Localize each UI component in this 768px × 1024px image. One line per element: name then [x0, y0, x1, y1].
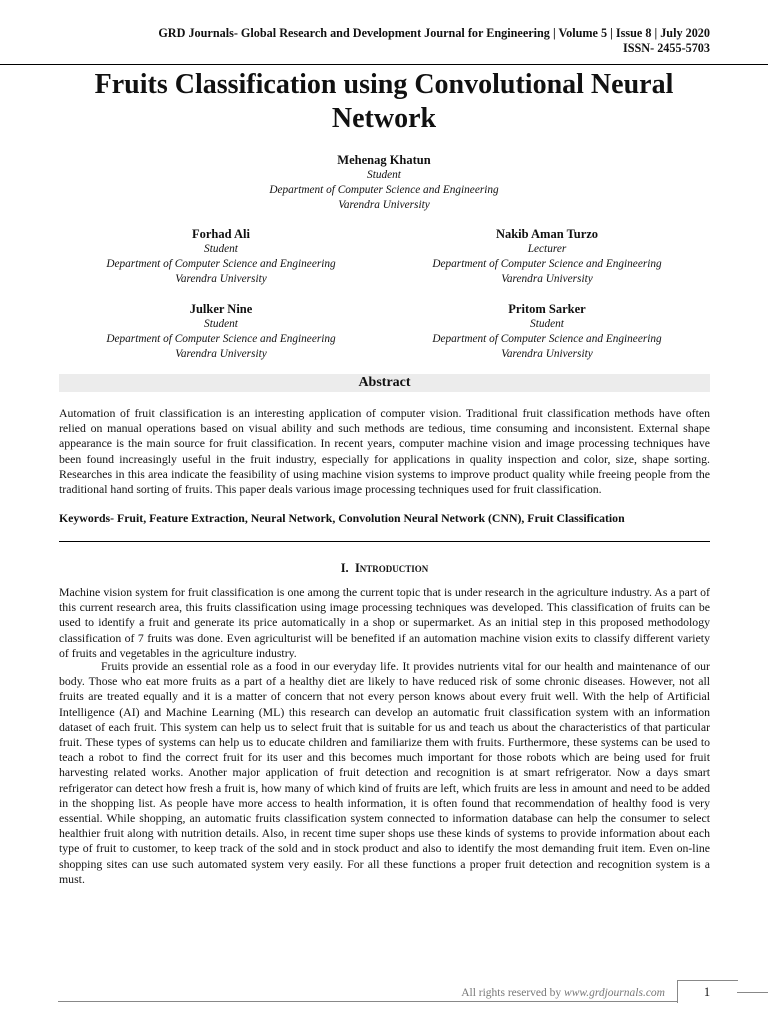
- author-dept: Department of Computer Science and Engineering: [432, 258, 662, 270]
- author-block: [71, 226, 371, 287]
- intro-paragraph-2: Fruits provide an essential role as a food in our everyday life. It provides nutrients vital for our health and maintenance of our body. Those who eat more fruits as a part of a healthy diet are likely to have reduced risk of some chronic diseases. However, not all fruits are treated equally and it is a matter of concern that not every person knows about every fruit well. With the help of Artificial Intelligence (AI) and Machine Learning (ML) this research can develop an automatic fruit classification system with an information dataset of each fruit. This system can help us to select fruit that is suitable for us and teach us about the characteristics of that particular fruit. These types of systems can help us to educate children and familiarize them with fruits. Furthermore, these systems can be used to teach a robot to find the correct fruit for its user and this becomes much important for those robots which are being used for fruit harvesting related works. Another major application of fruit detection and recognition is at smart refrigerator. Now a days smart refrigerator can detect how fresh a fruit is, how many of which kind of fruits are left, which fruits are less in amount and need to be added in the shopping list. As people have more access to health information, it is often found that recommendation of healthy food is very essential. While shopping, an automatic fruits classification system connected to information database can help the consumer to select healthier fruit along with nutrition details. Also, in recent time super shops use these kinds of systems to provide information about each type of fruit to customer, to keep track of the sold and in stock product and also to identify the most demanding fruit item. Even on-line shopping sites can use such automated system very easily. For all these functions a proper fruit detection and recognition system is a must.: [59, 659, 710, 886]
- author-role: Student: [367, 169, 401, 181]
- author-name: Pritom Sarker: [508, 302, 586, 316]
- author-role: Student: [204, 318, 238, 330]
- author-univ: Varendra University: [175, 348, 267, 360]
- author-univ: Varendra University: [501, 273, 593, 285]
- section-number: I.: [340, 561, 349, 575]
- author-univ: Varendra University: [175, 273, 267, 285]
- page-number: 1: [703, 985, 711, 999]
- section-divider: [59, 541, 710, 542]
- footer-rule: [58, 1001, 678, 1002]
- footer-corner-line: [737, 992, 768, 993]
- journal-website-link[interactable]: www.grdjournals.com: [564, 987, 665, 999]
- author-dept: Department of Computer Science and Engineering: [269, 184, 499, 196]
- author-block: [397, 226, 697, 287]
- journal-line: GRD Journals- Global Research and Development Journal for Engineering | Volume 5 | Issue 8 | July 2020: [158, 26, 710, 40]
- author-dept: Department of Computer Science and Engineering: [432, 333, 662, 345]
- footer-rights: [330, 987, 665, 999]
- header-rule: [0, 64, 768, 65]
- author-block: [184, 152, 584, 213]
- author-univ: Varendra University: [338, 199, 430, 211]
- section-title: Introduction: [354, 561, 429, 575]
- author-block: [397, 301, 697, 362]
- intro-paragraph-1: Machine vision system for fruit classification is one among the current topic that is under research in the agriculture industry. As a part of this current research area, this fruits classification using image processing techniques was developed. This classification of fruits can be used to identify a fruit and generate its price automatically in a shop or supermarket. As an initial step in this proposed methodology classification of 7 fruits was done. Even agriculturist will be benefited if an automation machine vision exits to classify different variety of fruits and vegetables in the agriculture industry.: [59, 585, 710, 660]
- abstract-heading: Abstract: [59, 374, 710, 392]
- author-name: Mehenag Khatun: [337, 153, 431, 167]
- author-role: Student: [530, 318, 564, 330]
- rights-text: All rights reserved by: [461, 987, 562, 999]
- author-role: Student: [204, 243, 238, 255]
- author-name: Forhad Ali: [192, 227, 250, 241]
- author-univ: Varendra University: [501, 348, 593, 360]
- author-dept: Department of Computer Science and Engineering: [106, 333, 336, 345]
- author-block: [71, 301, 371, 362]
- abstract-text: Automation of fruit classification is an interesting application of computer vision. Traditional fruit classification methods have often relied on manual operations based on visual ability and such methods are tedious, time consuming and inconsistent. External shape appearance is the main source for fruit classification. In recent years, computer machine vision and image processing techniques have been found increasingly useful in the fruit industry, especially for applications in quality inspection and color, size, shape sorting. Researches in this area indicate the feasibility of using machine vision systems to improve product quality while freeing people from the traditional hand sorting of fruits. This paper deals various image processing techniques used for fruit classification.: [59, 406, 710, 497]
- author-dept: Department of Computer Science and Engineering: [106, 258, 336, 270]
- keywords: Keywords- Fruit, Feature Extraction, Neural Network, Convolution Neural Network (CNN), Fruit Classification: [59, 511, 625, 525]
- section-heading: [59, 561, 710, 576]
- author-role: Lecturer: [527, 243, 567, 255]
- issn: ISSN- 2455-5703: [622, 41, 710, 55]
- journal-header: [70, 26, 710, 56]
- paper-title: Fruits Classification using Convolutional Neural Network: [94, 69, 674, 134]
- author-name: Julker Nine: [189, 302, 253, 316]
- author-name: Nakib Aman Turzo: [495, 227, 599, 241]
